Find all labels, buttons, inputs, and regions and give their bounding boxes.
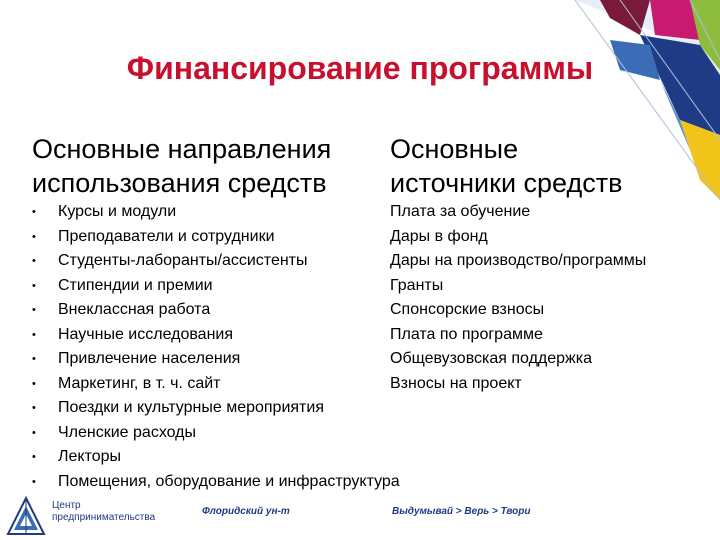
- list-item-text: Стипендии и премии: [58, 276, 213, 294]
- list-item: [32, 372, 400, 397]
- bullet-icon: •: [32, 230, 36, 243]
- triangle-logo-icon: [6, 496, 46, 536]
- list-item: [32, 298, 400, 323]
- left-heading: [32, 132, 382, 200]
- slide-title: Финансирование программы: [126, 50, 594, 86]
- bullet-icon: •: [32, 255, 36, 267]
- left-heading-line1: Основные направления: [32, 134, 332, 164]
- list-item: [32, 323, 400, 348]
- list-item: [32, 225, 400, 250]
- list-item: Дары в фонд: [390, 227, 488, 245]
- bullet-icon: •: [32, 279, 36, 292]
- logo-line1: Центр: [52, 500, 81, 511]
- bullet-icon: •: [32, 206, 36, 218]
- list-item: [32, 396, 400, 421]
- bullet-icon: •: [32, 426, 36, 439]
- list-item-text: Научные исследования: [58, 325, 233, 343]
- bullet-icon: •: [32, 304, 36, 316]
- list-item: Дары на производство/программы: [390, 252, 647, 269]
- logo-text: [52, 500, 155, 524]
- left-heading-line2: использования средств: [32, 168, 327, 198]
- right-heading: [390, 132, 700, 200]
- list-item: [32, 470, 400, 495]
- list-item-text: Маркетинг, в т. ч. сайт: [58, 374, 221, 392]
- list-item-text: Студенты-лаборанты/ассистенты: [58, 252, 308, 269]
- list-item: Гранты: [390, 276, 444, 294]
- bullet-icon: •: [32, 377, 36, 390]
- logo-line2: предпринимательства: [52, 512, 156, 523]
- list-item: [32, 445, 400, 470]
- list-item: Общевузовская поддержка: [390, 350, 593, 367]
- right-heading-line2: источники средств: [390, 168, 623, 198]
- list-item-text: Помещения, оборудование и инфраструктура: [58, 472, 400, 490]
- list-item: [32, 200, 400, 225]
- list-item-text: Внеклассная работа: [58, 301, 211, 318]
- list-item: [32, 421, 400, 446]
- list-item: Спонсорские взносы: [390, 301, 545, 318]
- list-item-text: Поездки и культурные мероприятия: [58, 399, 324, 416]
- list-item: Плата за обучение: [390, 203, 531, 220]
- footer-slogan: Выдумывай > Верь > Твори: [392, 506, 531, 517]
- list-item: Взносы на проект: [390, 374, 522, 392]
- bullet-icon: •: [32, 353, 36, 365]
- list-item-text: Курсы и модули: [58, 203, 177, 220]
- list-item: [32, 347, 400, 372]
- bullet-icon: •: [32, 328, 36, 341]
- footer-university: Флоридский ун-т: [202, 506, 290, 517]
- list-item-text: Привлечение населения: [58, 350, 241, 367]
- source-list: [390, 200, 646, 396]
- list-item-text: Лекторы: [58, 448, 122, 465]
- bullet-icon: •: [32, 475, 36, 488]
- list-item: Плата по программе: [390, 325, 543, 343]
- list-item: [32, 249, 400, 274]
- expense-list: [32, 200, 400, 494]
- right-heading-line1: Основные: [390, 134, 519, 164]
- list-item: [32, 274, 400, 299]
- list-item-text: Преподаватели и сотрудники: [58, 227, 275, 245]
- bullet-icon: •: [32, 402, 36, 414]
- list-item-text: Членские расходы: [58, 423, 197, 441]
- bullet-icon: •: [32, 451, 36, 463]
